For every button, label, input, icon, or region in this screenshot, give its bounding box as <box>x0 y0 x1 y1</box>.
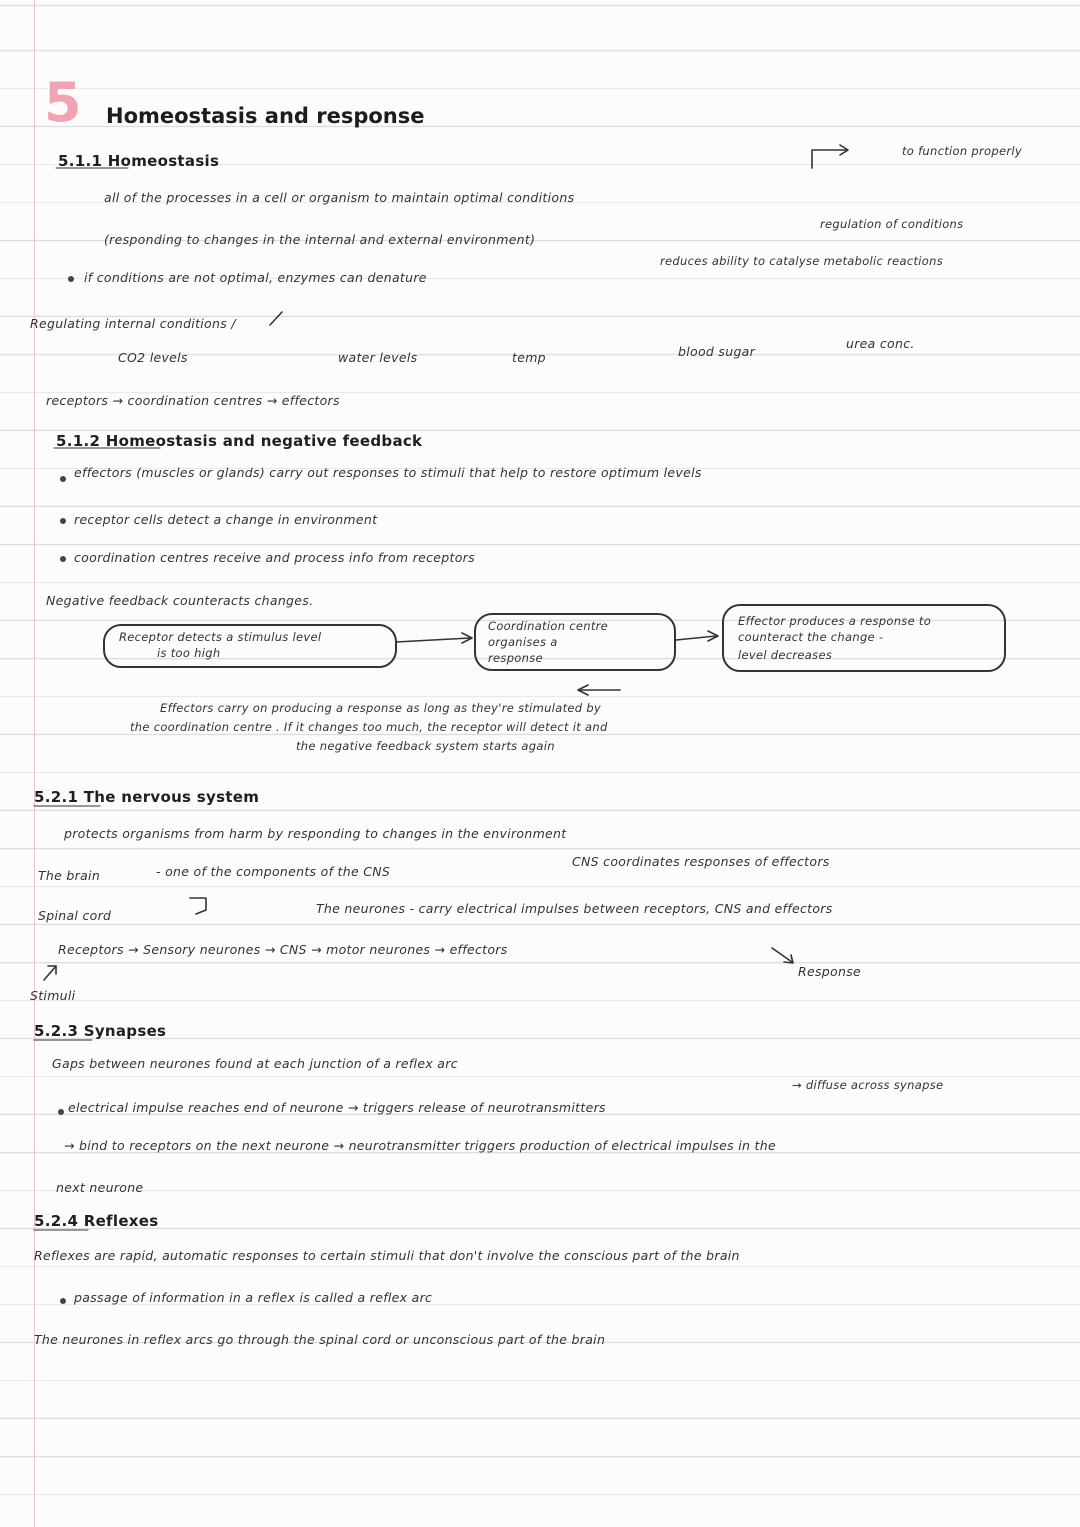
synapses-definition: Gaps between neurones found at each junction of a reflex arc <box>52 1056 458 1071</box>
arrow-response <box>772 948 792 962</box>
homeostasis-definition: all of the processes in a cell or organism to maintain optimal conditions <box>104 190 575 205</box>
arrow-to-function <box>812 150 846 168</box>
bracket-mark <box>190 898 206 914</box>
heading-5-2-4: 5.2.4 Reflexes <box>34 1212 159 1230</box>
receptor-cells-text: receptor cells detect a change in environment <box>74 512 378 527</box>
effector-bubble-line3: level decreases <box>738 648 833 662</box>
receptor-bubble-line2: is too high <box>157 646 221 660</box>
feedback-loop-line3: the negative feedback system starts again <box>296 739 555 753</box>
coordination-centres-text: coordination centres receive and process info from receptors <box>74 550 475 565</box>
synapse-step-2: → bind to receptors on the next neurone → neurotransmitter triggers production of electrical impulses in the <box>64 1138 776 1153</box>
spinal-cord-label: Spinal cord <box>38 908 112 923</box>
chapter-number: 5 <box>44 71 82 134</box>
neurones-text: The neurones - carry electrical impulses between receptors, CNS and effectors <box>316 901 833 916</box>
stimuli-label: Stimuli <box>30 988 76 1003</box>
coordination-bubble-line2: organises a <box>488 635 558 649</box>
regulating-heading: Regulating internal conditions / <box>30 316 236 331</box>
page-title: Homeostasis and response <box>106 104 425 128</box>
reflex-neurones-text: The neurones in reflex arcs go through the spinal cord or unconscious part of the brain <box>34 1332 606 1347</box>
cns-note: CNS coordinates responses of effectors <box>572 854 830 869</box>
diffuse-note: → diffuse across synapse <box>792 1078 944 1092</box>
heading-5-2-1: 5.2.1 The nervous system <box>34 788 260 806</box>
negative-feedback-heading: Negative feedback counteracts changes. <box>46 593 314 608</box>
slash-mark <box>270 312 282 325</box>
brain-description: - one of the components of the CNS <box>156 864 391 879</box>
heading-5-1-1: 5.1.1 Homeostasis <box>58 152 220 170</box>
item-co2: CO2 levels <box>118 350 188 365</box>
enzymes-denature-text: if conditions are not optimal, enzymes can denature <box>84 270 427 285</box>
item-water: water levels <box>338 350 418 365</box>
arrow-receptor-to-coordination <box>396 638 470 642</box>
function-note: to function properly <box>901 144 1022 158</box>
item-temp: temp <box>512 350 546 365</box>
brain-label: The brain <box>38 868 101 883</box>
regulation-note: regulation of conditions <box>820 217 964 231</box>
reduces-ability-note: reduces ability to catalyse metabolic reactions <box>660 254 944 268</box>
arrow-stimuli <box>44 966 56 980</box>
item-blood-sugar: blood sugar <box>678 344 756 359</box>
nerve-pathway: Receptors → Sensory neurones → CNS → motor neurones → effectors <box>58 942 508 957</box>
item-urea: urea conc. <box>846 336 915 351</box>
reflex-arc-text: passage of information in a reflex is called a reflex arc <box>74 1290 433 1305</box>
coordination-bubble-line3: response <box>488 651 543 665</box>
effectors-text: effectors (muscles or glands) carry out responses to stimuli that help to restore optimum levels <box>74 465 702 480</box>
coordination-bubble-line1: Coordination centre <box>488 619 609 633</box>
control-chain: receptors → coordination centres → effectors <box>46 393 340 408</box>
feedback-loop-line1: Effectors carry on producing a response as long as they're stimulated by <box>160 701 602 715</box>
response-label: Response <box>798 964 861 979</box>
receptor-bubble-line1: Receptor detects a stimulus level <box>119 630 322 644</box>
homeostasis-definition-2: (responding to changes in the internal and external environment) <box>104 232 536 247</box>
effector-bubble-line2: counteract the change - <box>738 630 884 644</box>
effector-bubble-line1: Effector produces a response to <box>738 614 932 628</box>
heading-5-2-3: 5.2.3 Synapses <box>34 1022 167 1040</box>
feedback-loop-line2: the coordination centre . If it changes too much, the receptor will detect it and <box>130 720 608 734</box>
heading-5-1-2: 5.1.2 Homeostasis and negative feedback <box>56 432 423 450</box>
synapse-step-1: electrical impulse reaches end of neurone → triggers release of neurotransmitters <box>68 1100 606 1115</box>
nervous-system-function: protects organisms from harm by responding to changes in the environment <box>64 826 567 841</box>
reflexes-definition: Reflexes are rapid, automatic responses to certain stimuli that don't involve the conscious part of the brain <box>34 1248 740 1263</box>
synapse-step-3: next neurone <box>56 1180 144 1195</box>
